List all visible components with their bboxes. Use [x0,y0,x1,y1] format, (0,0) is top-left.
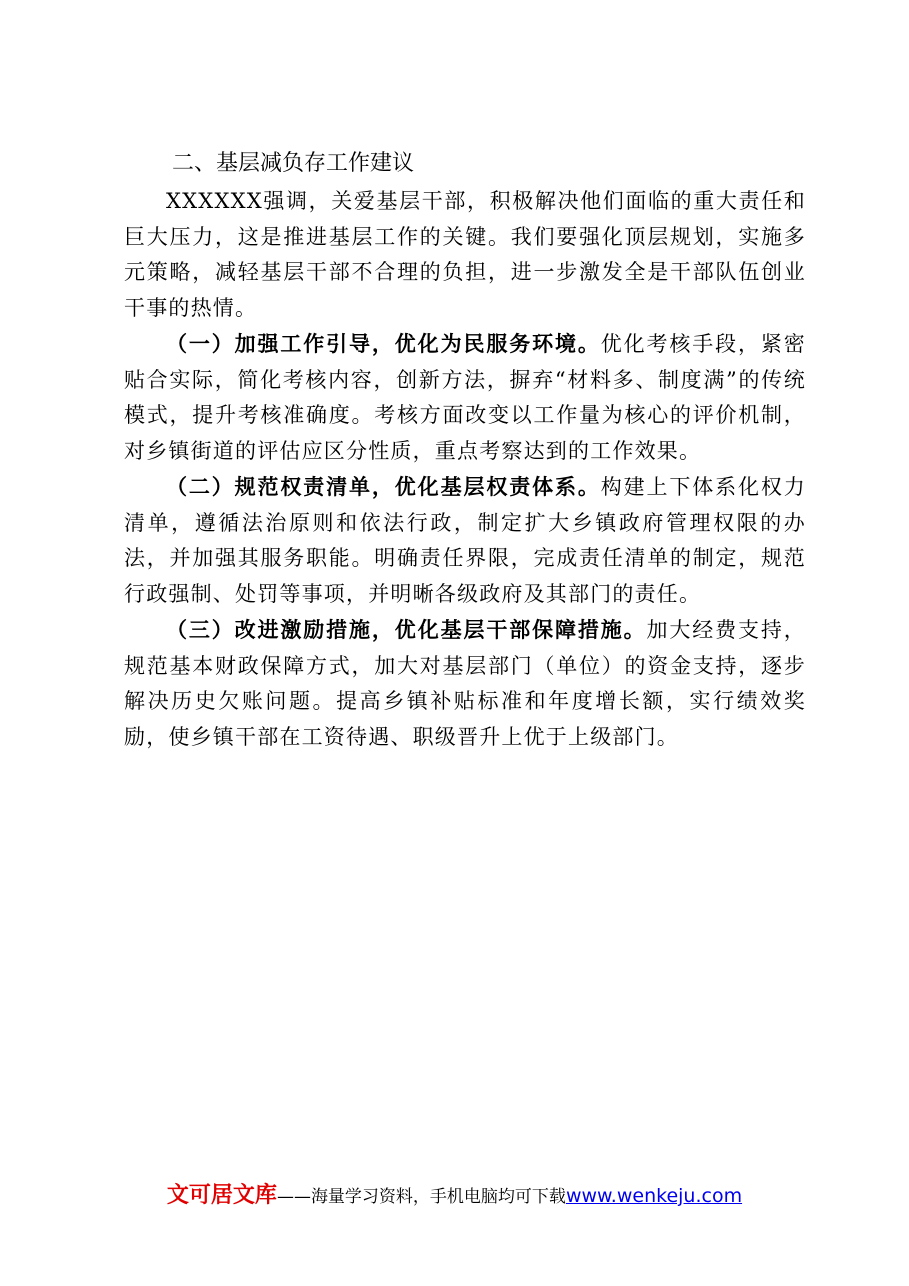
paragraph-1-lead: （一）加强工作引导，优化为民服务环境。 [166,331,601,356]
paragraph-3-body: 加大经费支持，规范基本财政保障方式，加大对基层部门（单位）的资金支持，逐步解决历史欠账问题。提高乡镇补贴标准和年度增长额，实行绩效奖励，使乡镇干部在工资待遇、职级晋升上优于上级部门。 [124,618,807,749]
section-heading: 二、基层减负存工作建议 [172,151,415,176]
footer-slogan: 海量学习资料，手机电脑均可下载 [310,1187,566,1207]
paragraph-1-body: 优化考核手段，紧密贴合实际，简化考核内容，创新方法，摒弃“材料多、制度满”的传统模式，提升考核准确度。考核方面改变以工作量为核心的评价机制，对乡镇街道的评估应区分性质，重点考察达到的工作效果。 [124,332,806,463]
paragraph-1 [124,326,806,469]
footer-banner [0,1180,909,1213]
paragraph-2 [124,469,806,612]
paragraph-3-lead: （三）改进激励措施，优化基层干部保障措施。 [166,617,647,642]
document-body [124,146,806,755]
paragraph-2-lead: （二）规范权责清单，优化基层权责体系。 [166,474,601,499]
footer-link[interactable]: www.wenkeju.com [565,1185,743,1207]
footer-dash: —— [276,1187,311,1207]
intro-paragraph: XXXXXX强调，关爱基层干部，积极解决他们面临的重大责任和巨大压力，这是推进基层工作的关键。我们要强化顶层规划，实施多元策略，减轻基层干部不合理的负担，进一步激发全是干部队伍创业干事的热情。 [124,189,806,320]
paragraph-2-body: 构建上下体系化权力清单，遵循法治原则和依法行政，制定扩大乡镇政府管理权限的办法，并加强其服务职能。明确责任界限，完成责任清单的制定，规范行政强制、处罚等事项，并明晰各级政府及其部门的责任。 [124,475,806,606]
footer-brand: 文可居文库 [166,1183,277,1208]
paragraph-3 [124,612,806,755]
